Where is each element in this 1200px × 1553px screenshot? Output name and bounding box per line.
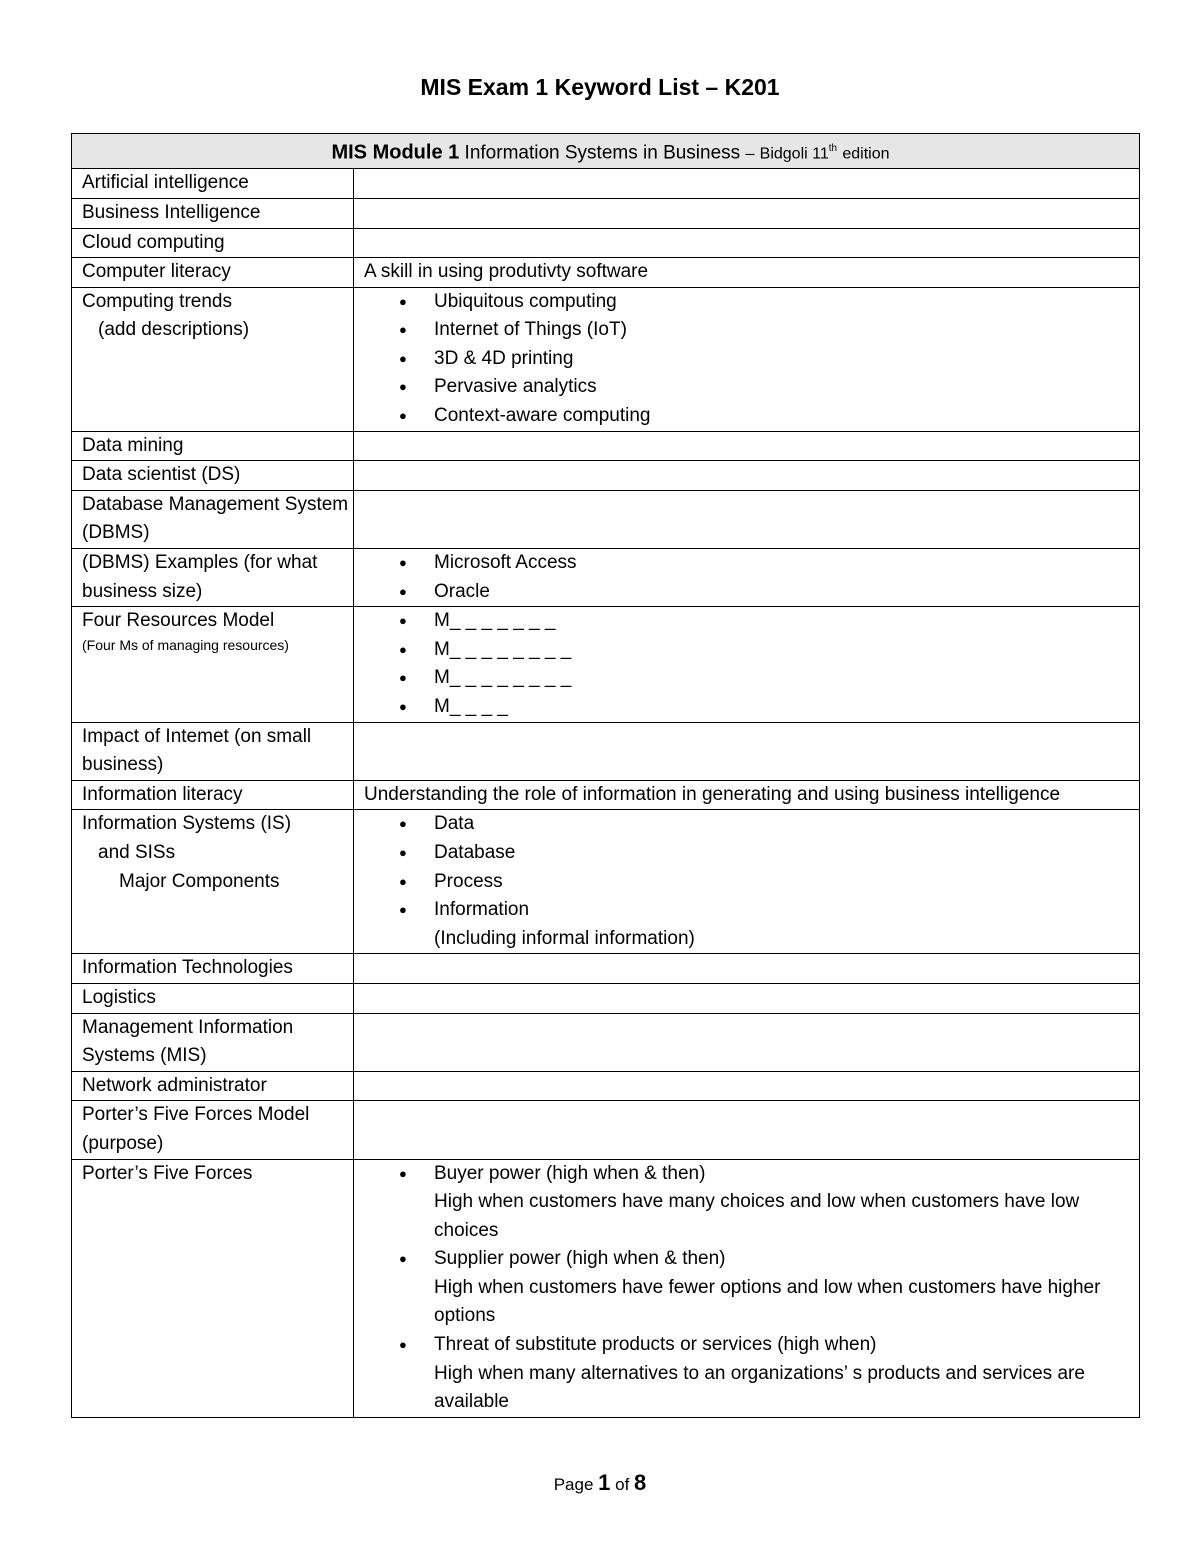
list-item: ● Ubiquitous computing (364, 288, 1139, 317)
definition-cell (354, 198, 1140, 228)
definition-cell: A skill in using produtivty software (354, 258, 1140, 288)
table-header-row (72, 134, 1140, 169)
term-cell: Information Technologies (72, 954, 354, 984)
definition-cell (354, 461, 1140, 491)
list-item: ● Database (364, 839, 1139, 868)
term-cell: Computer literacy (72, 258, 354, 288)
header-dash: – (745, 145, 755, 163)
source-sup: th (828, 143, 838, 154)
definition-cell (354, 1101, 1140, 1159)
term-cell: Data mining (72, 431, 354, 461)
table-row (72, 1101, 1140, 1159)
term-cell: Information literacy (72, 780, 354, 810)
table-row (72, 461, 1140, 491)
list-item: ● Microsoft Access (364, 549, 1139, 578)
term-cell: Business Intelligence (72, 198, 354, 228)
table-row (72, 431, 1140, 461)
definition-cell (354, 1071, 1140, 1101)
list-item-text: ● Information (434, 899, 530, 921)
term-text: Information Systems (IS) (82, 813, 292, 835)
term-cell (72, 287, 354, 431)
page-number: 1 (598, 1470, 611, 1495)
bullet-list (364, 607, 1139, 721)
table-row (72, 1071, 1140, 1101)
list-item: ● Data (364, 810, 1139, 839)
bullet-list (364, 1160, 1139, 1417)
table-row (72, 607, 1140, 722)
page-footer (0, 1470, 1200, 1496)
list-item-text: ● Buyer power (high when & then) (434, 1162, 706, 1184)
term-cell: Cloud computing (72, 228, 354, 258)
list-item-detail: High when many alternatives to an organizations’ s products and services are available (434, 1362, 1085, 1413)
table-row (72, 810, 1140, 954)
term-cell: Artificial intelligence (72, 169, 354, 199)
list-item: ● 3D & 4D printing (364, 345, 1139, 374)
term-cell: (DBMS) Examples (for what business size) (72, 549, 354, 607)
definition-cell (354, 431, 1140, 461)
table-row (72, 549, 1140, 607)
page-of: of (615, 1475, 630, 1494)
definition-cell (354, 169, 1140, 199)
table-row (72, 983, 1140, 1013)
list-item (364, 1245, 1139, 1331)
list-item (364, 1160, 1139, 1246)
list-item: ● M_ _ _ _ _ _ _ _ (364, 664, 1139, 693)
list-item: ● M_ _ _ _ _ _ _ (364, 607, 1139, 636)
bullet-list (364, 288, 1139, 431)
page-title: MIS Exam 1 Keyword List – K201 (420, 74, 780, 100)
term-cell: Database Management System (DBMS) (72, 490, 354, 548)
term-cell (72, 607, 354, 722)
definition-cell: Understanding the role of information in generating and using business intelligence (354, 780, 1140, 810)
definition-cell (354, 549, 1140, 607)
table-row (72, 258, 1140, 288)
list-item: ● M_ _ _ _ _ _ _ _ (364, 636, 1139, 665)
table-row (72, 198, 1140, 228)
term-cell: Data scientist (DS) (72, 461, 354, 491)
term-text: Computing trends (82, 290, 232, 312)
list-item: ● M_ _ _ _ (364, 693, 1139, 722)
definition-cell (354, 607, 1140, 722)
list-item-note: (Including informal information) (434, 927, 695, 949)
table-row (72, 490, 1140, 548)
term-subtext: and SISs (98, 841, 176, 863)
term-cell (72, 810, 354, 954)
table-row (72, 1013, 1140, 1071)
list-item (364, 1331, 1139, 1417)
term-cell: Network administrator (72, 1071, 354, 1101)
page-prefix: Page (553, 1475, 594, 1494)
term-cell: Porter’s Five Forces Model (purpose) (72, 1101, 354, 1159)
term-cell: Impact of Intemet (on small business) (72, 722, 354, 780)
term-subtext: Major Components (119, 870, 280, 892)
term-cell: Management Information Systems (MIS) (72, 1013, 354, 1071)
table-row (72, 228, 1140, 258)
definition-cell (354, 490, 1140, 548)
table-row (72, 287, 1140, 431)
definition-cell (354, 287, 1140, 431)
source-label: Bidgoli 11 (759, 145, 829, 163)
list-item: ● Process (364, 868, 1139, 897)
definition-cell (354, 983, 1140, 1013)
table-row (72, 780, 1140, 810)
table-row (72, 169, 1140, 199)
definition-cell (354, 1013, 1140, 1071)
table-row (72, 722, 1140, 780)
list-item-detail: High when customers have fewer options and low when customers have higher options (434, 1276, 1101, 1327)
term-cell: Porter’s Five Forces (72, 1159, 354, 1417)
module-topic: Information Systems in Business (464, 142, 741, 164)
list-item-text: ● Threat of substitute products or services (high when) (434, 1334, 877, 1356)
table-header-cell (72, 134, 1140, 169)
definition-cell (354, 810, 1140, 954)
term-note: (Four Ms of managing resources) (82, 636, 289, 653)
term-cell: Logistics (72, 983, 354, 1013)
list-item-text: ● Supplier power (high when & then) (434, 1248, 726, 1270)
term-subtext: (add descriptions) (98, 319, 250, 341)
list-item (364, 896, 1139, 953)
bullet-list (364, 549, 1139, 606)
table-row (72, 1159, 1140, 1417)
definition-cell (354, 228, 1140, 258)
list-item: ● Context-aware computing (364, 402, 1139, 431)
term-text: Four Resources Model (82, 610, 275, 632)
module-label: MIS Module 1 (331, 141, 460, 164)
keyword-table (71, 133, 1140, 1418)
definition-cell (354, 722, 1140, 780)
list-item: ● Oracle (364, 578, 1139, 607)
edition-label: edition (842, 145, 890, 163)
page-total: 8 (634, 1470, 647, 1495)
bullet-list (364, 810, 1139, 953)
table-row (72, 954, 1140, 984)
definition-cell (354, 954, 1140, 984)
list-item: ● Pervasive analytics (364, 373, 1139, 402)
definition-cell (354, 1159, 1140, 1417)
list-item-detail: High when customers have many choices and low when customers have low choices (434, 1191, 1080, 1241)
list-item: ● Internet of Things (IoT) (364, 316, 1139, 345)
